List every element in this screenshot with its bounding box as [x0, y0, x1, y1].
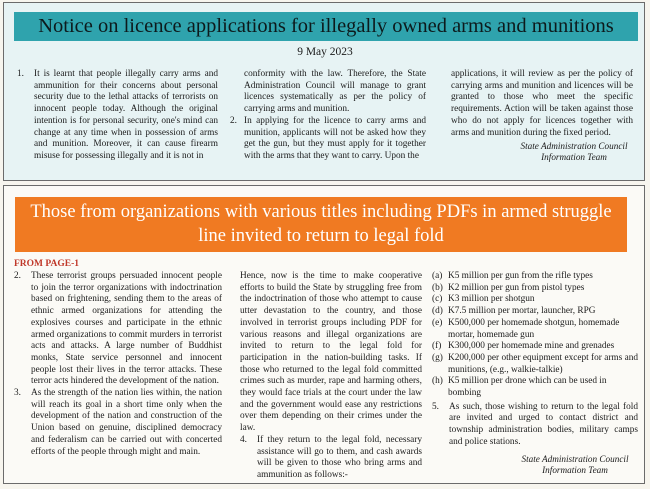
award-item: [432, 271, 638, 283]
paragraph-number: 4.: [240, 434, 247, 445]
paragraph-text: Hence, now is the time to make cooperative efforts to build the State by struggling free from the indoctrination of those who attempt to cause utter devastation to the country, and those involved in terrorist groups including PDF for various reasons and illegal organizations are invited to return to the legal fold for participation in the nation-building tasks. If those who returned to the legal fold committed crimes such as murder, rape and harming others, they would face trials at the court under the law and the government would ease any restrictions over them depending on their crimes under the law.: [240, 271, 422, 434]
paragraph-number: 5.: [432, 401, 439, 412]
notice2-column-3: [432, 271, 638, 449]
award-item: [432, 376, 638, 399]
notice-return-legal-fold-box: [3, 185, 645, 484]
notice1-date: 9 May 2023: [297, 46, 353, 58]
notice2-paragraph-3-cont: [240, 271, 422, 435]
award-key: (h): [432, 376, 443, 387]
award-key: (a): [432, 271, 443, 281]
signature-line-1: State Administration Council: [521, 454, 629, 464]
paragraph-text: If they return to the legal fold, necessary assistance will go to them, and cash awards will be given to those who bring arms and ammunition as follows:-: [257, 434, 422, 480]
notice1-paragraph-2-cont: [437, 69, 633, 139]
award-text: K5 million per drone which can be used in bombing: [448, 376, 607, 399]
paragraph-text: As such, those wishing to return to the legal fold are invited and urged to contact district and township administration bodies, military camps and police stations.: [449, 401, 638, 447]
notice-licence-box: [3, 2, 645, 181]
notice2-title: Those from organizations with various titles including PDFs in armed struggle line invited to return to legal fold: [15, 197, 627, 252]
award-item: [432, 318, 638, 341]
paragraph-text: In applying for the licence to carry arms and munition, applicants will not be asked how they get the gun, but they must apply for it together with the arms that they want to carry. Upon the: [244, 115, 426, 161]
paragraph-number: 2.: [14, 271, 21, 281]
award-key: (g): [432, 352, 443, 363]
award-text: K500,000 per homemade shotgun, homemade mortar, homemade gun: [448, 317, 620, 340]
notice2-paragraph-3: [14, 388, 222, 458]
signature-line-2: Information Team: [542, 465, 608, 475]
notice1-paragraph-1-cont: [230, 69, 426, 116]
notice2-column-2: [240, 271, 422, 482]
notice1-paragraph-1: [17, 69, 218, 163]
signature-line-1: State Administration Council: [520, 141, 628, 151]
notice1-column-2: [230, 69, 426, 163]
award-text: K300,000 per homemade mine and grenades: [448, 341, 615, 352]
paragraph-number: 3.: [14, 388, 21, 399]
notice1-column-3: [437, 69, 633, 139]
award-item: [432, 294, 638, 306]
paragraph-text: conformity with the law. Therefore, the State Administration Council will manage to grant licences systematically as per the policy of carrying arms and munition.: [244, 69, 426, 115]
notice2-paragraph-4: [240, 435, 422, 482]
signature-line-2: Information Team: [541, 152, 607, 162]
notice2-signature: [506, 454, 644, 476]
notice1-column-1: [17, 69, 218, 163]
paragraph-text: As the strength of the nation lies within, the nation will reach its goal in a short time only when the development of the nation and construction of the Union based on genuine, disciplined democracy and federalism can be carried out with concerted efforts of the people through might and main.: [31, 388, 222, 457]
notice2-column-1: [14, 271, 222, 458]
award-text: K7.5 million per mortar, launcher, RPG: [448, 306, 596, 317]
notice1-title: Notice on licence applications for illegally owned arms and munitions: [14, 12, 638, 41]
notice2-paragraph-5: [432, 402, 638, 449]
award-text: K2 million per gun from pistol types: [448, 282, 585, 293]
paragraph-text: It is learnt that people illegally carry arms and ammunition for their concerns about personal security due to the lethal attacks of terrorists on innocent people today. Although the original intention is for personal security, one's mind can change at any time when in possession of arms and munition. Moreover, it can cause firearm misuse for possessing illegally and it is not in: [34, 69, 218, 161]
award-text: K200,000 per other equipment except for arms and munitions, (e.g., walkie-talkie): [448, 352, 639, 375]
award-text: K3 million per shotgun: [448, 294, 535, 305]
award-key: (d): [432, 306, 443, 317]
paragraph-text: applications, it will review as per the policy of carrying arms and munition and licences will be granted to those who meet the specific requirements. Action will be taken against those who do not apply for licences together with arms and munition during the fixed period.: [451, 69, 633, 138]
notice2-paragraph-2: [14, 271, 222, 388]
cash-award-list: [432, 271, 638, 400]
award-key: (e): [432, 317, 443, 328]
award-item: [432, 283, 638, 295]
paragraph-number: 2.: [230, 115, 237, 126]
award-item: [432, 341, 638, 353]
notice1-signature: [504, 141, 644, 163]
award-key: (f): [432, 341, 442, 352]
notice1-paragraph-2: [230, 116, 426, 163]
from-page-label: FROM PAGE-1: [14, 259, 79, 269]
award-key: (c): [432, 294, 443, 305]
award-item: [432, 353, 638, 376]
award-text: K5 million per gun from the rifle types: [448, 271, 593, 281]
award-item: [432, 306, 638, 318]
paragraph-text: These terrorist groups persuaded innocent people to join the terror organizations with indoctrination based on frightening, sending them to the areas of ethnic armed organizations for attending the explosives courses and participate in the ethnic armed organizations to commit murders in terrorist acts and attacks. A large number of Buddhist monks, State service personnel and innocent people lost their lives in the terror attacks. These terror acts hindered the development of the nation.: [31, 271, 222, 387]
paragraph-number: 1.: [17, 69, 24, 79]
award-key: (b): [432, 282, 443, 293]
